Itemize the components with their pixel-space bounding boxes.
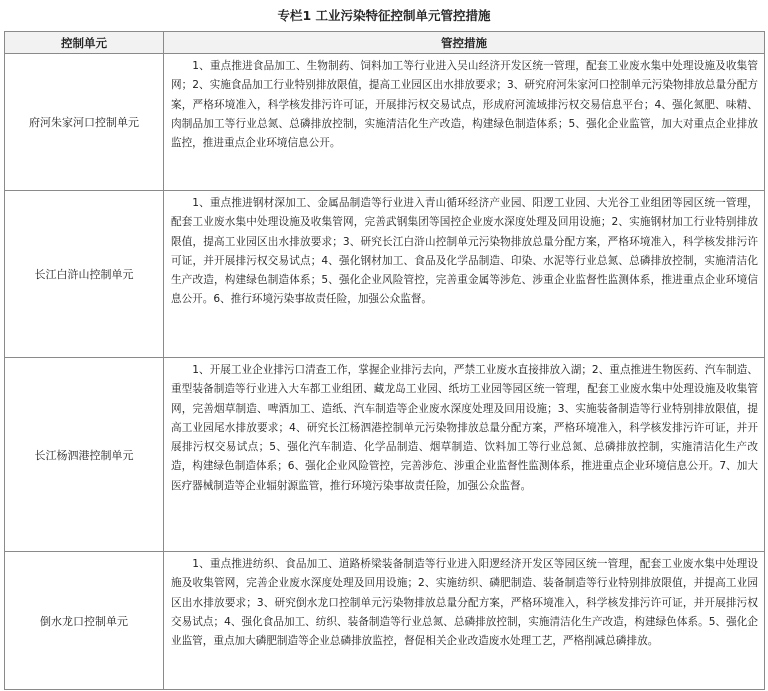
control-unit-cell: 府河朱家河口控制单元 [5, 54, 164, 191]
table-row [5, 54, 765, 191]
control-measures-table [4, 31, 765, 690]
header-control-measures: 管控措施 [164, 32, 765, 54]
table-row [5, 191, 765, 358]
control-measures-cell: 1、开展工业企业排污口清查工作，掌握企业排污去向，严禁工业废水直接排放入湖；2、重点推进生物医药、汽车制造、重型装备制造等行业进入大车都工业组团、藏龙岛工业园、纸坊工业园等园区统一管理，配套工业废水集中处理设施及收集管网，完善烟草制造、啤酒加工、造纸、汽车制造等企业废水深度处理及回用设施；3、实施装备制造等行业特别排放限值，提高工业园尾水排放要求；4、研究长江杨泗港控制单元污染物排放总量分配方案，严格环境准入，科学核发排污许可证，并开展排污权交易试点；5、强化汽车制造、化学品制造、烟草制造、饮料加工等行业总氮、总磷排放控制，实施清洁化生产改造，构建绿色制造体系；6、强化企业风险管控，完善涉危、涉重企业监督性监测体系，推进重点企业环境信息公开。7、加大医疗器械制造等企业辐射源监管，推行环境污染事故责任险，加强公众监督。 [164, 358, 765, 552]
control-measures-cell: 1、重点推进钢材深加工、金属品制造等行业进入青山循环经济产业园、阳逻工业园、大光谷工业组团等园区统一管理，配套工业废水集中处理设施及收集管网，完善武钢集团等国控企业废水深度处理及回用设施；2、实施钢材加工行业特别排放限值，提高工业园区出水排放要求；3、研究长江白浒山控制单元污染物排放总量分配方案，严格环境准入，科学核发排污许可证，并开展排污权交易试点；4、强化钢材加工、食品及化学品制造、印染、水泥等行业总氮、总磷排放控制，实施清洁化生产改造，构建绿色制造体系；5、强化企业风险管控，完善重金属等涉危、涉重企业监督性监测体系，推进重点企业环境信息公开。6、推行环境污染事故责任险，加强公众监督。 [164, 191, 765, 358]
control-unit-cell: 长江白浒山控制单元 [5, 191, 164, 358]
header-row [5, 32, 765, 54]
table-row [5, 552, 765, 690]
control-measures-cell: 1、重点推进食品加工、生物制药、饲料加工等行业进入吴山经济开发区统一管理，配套工业废水集中处理设施及收集管网；2、实施食品加工行业特别排放限值，提高工业园区出水排放要求；3、研究府河朱家河口控制单元污染物排放总量分配方案，严格环境准入，科学核发排污许可证，开展排污权交易试点，形成府河流域排污权交易信息平台；4、强化氮肥、味精、肉制品加工等行业总氮、总磷排放控制，实施清洁化生产改造，构建绿色制造体系；5、强化企业监管，加大对重点企业排放监控，推进重点企业环境信息公开。 [164, 54, 765, 191]
control-unit-cell: 倒水龙口控制单元 [5, 552, 164, 690]
control-unit-cell: 长江杨泗港控制单元 [5, 358, 164, 552]
table-row [5, 358, 765, 552]
header-control-unit: 控制单元 [5, 32, 164, 54]
table-title: 专栏1 工业污染特征控制单元管控措施 [277, 8, 491, 23]
control-measures-cell: 1、重点推进纺织、食品加工、道路桥梁装备制造等行业进入阳逻经济开发区等园区统一管理，配套工业废水集中处理设施及收集管网，完善企业废水深度处理及回用设施；2、实施纺织、磷肥制造、装备制造等行业特别排放限值，并提高工业园区出水排放要求；3、研究倒水龙口控制单元污染物排放总量分配方案，严格环境准入，科学核发排污许可证，并开展排污权交易试点；4、强化食品加工、纺织、装备制造等行业总氮、总磷排放控制，实施清洁化生产改造，构建绿色体系。5、强化企业监管，重点加大磷肥制造等企业总磷排放监控，督促相关企业改造废水处理工艺，严格削减总磷排放。 [164, 552, 765, 690]
